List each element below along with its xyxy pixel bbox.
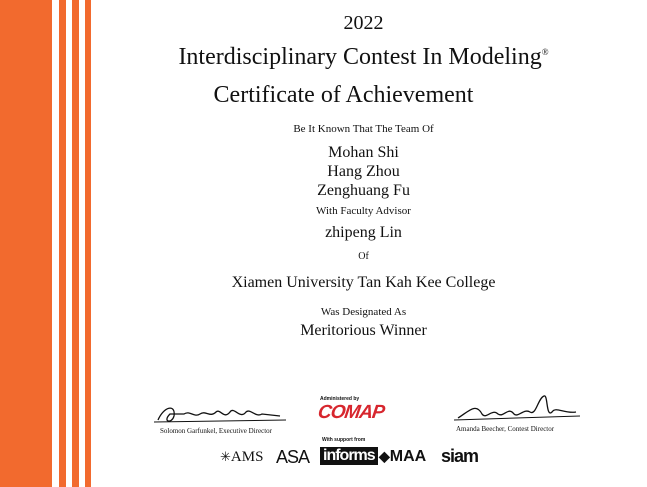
- informs-logo: informs: [320, 447, 378, 465]
- orange-stripe-wide: [0, 0, 52, 487]
- institution-name: Xiamen University Tan Kah Kee College: [231, 274, 496, 291]
- ams-label: AMS: [230, 449, 264, 465]
- maa-logo: [379, 448, 426, 466]
- right-signatory-name: Amanda Beecher, Contest Director: [456, 425, 555, 433]
- registered-mark: ®: [541, 47, 549, 57]
- team-member-3: Zenghuang Fu: [317, 182, 410, 199]
- certificate-heading: Certificate of Achievement: [213, 82, 474, 108]
- designated-label: Was Designated As: [320, 306, 407, 318]
- administered-by-label: Administered by: [320, 396, 360, 402]
- right-signature: [448, 392, 588, 426]
- maa-mark-icon: ◆: [379, 448, 390, 464]
- orange-stripe-1: [59, 0, 66, 487]
- comap-logo: COMAP: [316, 402, 386, 423]
- orange-stripe-3: [85, 0, 91, 487]
- orange-stripe-2: [72, 0, 79, 487]
- left-signature: [150, 398, 290, 428]
- with-support-label: With support from: [322, 437, 366, 443]
- contest-name: Interdisciplinary Contest In Modeling: [178, 44, 542, 70]
- ams-logo: [220, 449, 263, 466]
- of-label: Of: [358, 251, 369, 262]
- ams-mark-icon: ✳: [220, 449, 231, 464]
- certificate-year: 2022: [343, 12, 384, 34]
- siam-logo: siam: [441, 446, 479, 466]
- contest-title: [80, 44, 647, 71]
- advisor-name: zhipeng Lin: [325, 224, 402, 241]
- maa-label: MAA: [389, 448, 427, 465]
- left-signatory-name: Solomon Garfunkel, Executive Director: [160, 427, 272, 435]
- award-title: Meritorious Winner: [300, 322, 427, 339]
- team-member-1: Mohan Shi: [328, 144, 399, 161]
- asa-logo: ASA: [276, 447, 310, 467]
- known-line: Be It Known That The Team Of: [293, 123, 434, 135]
- team-member-2: Hang Zhou: [327, 163, 400, 180]
- advisor-label: With Faculty Advisor: [316, 205, 411, 217]
